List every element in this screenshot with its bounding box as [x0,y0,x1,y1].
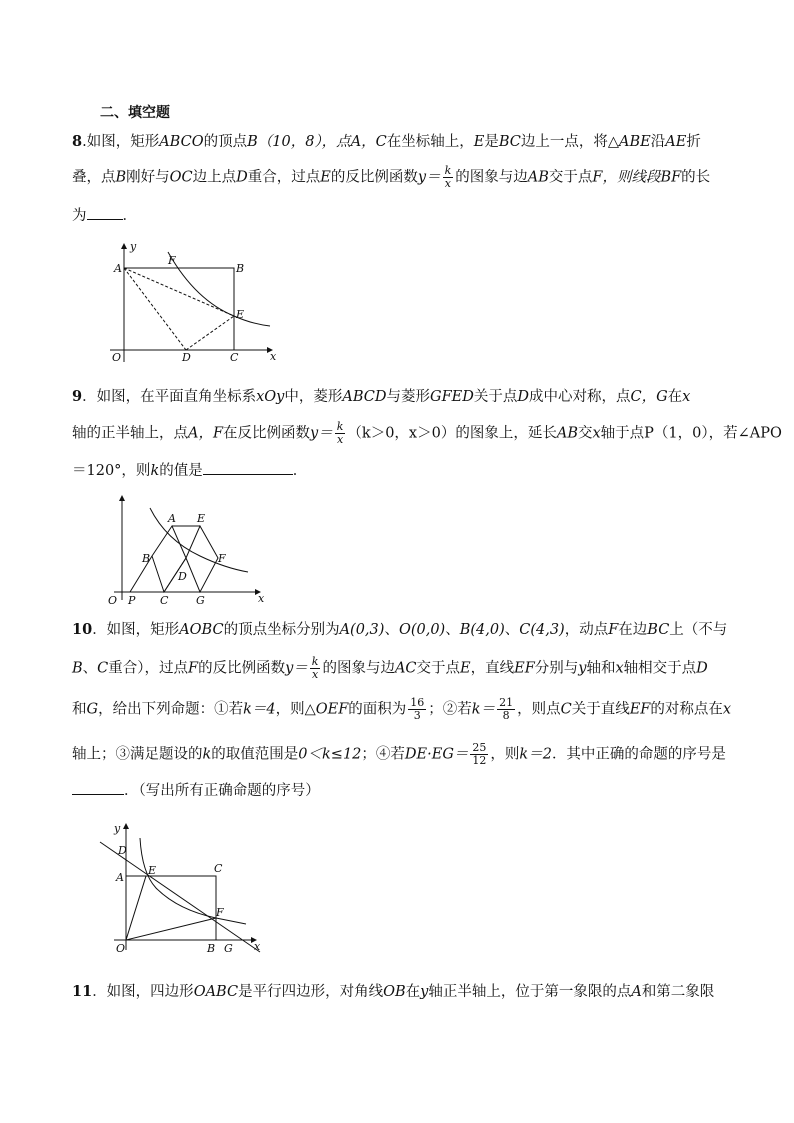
q8-text: 的反比例函数 [330,169,418,186]
q10-var: AOBC [179,622,224,638]
q9-line-2 [72,421,782,446]
q10-var: BC [647,622,670,638]
q10-var: x [722,701,732,718]
q8-figure [100,238,290,368]
q8-var: AB [527,169,549,186]
q8-text: 在坐标轴上， [386,134,474,150]
q10-text: 的顶点坐标分别为 [223,622,340,638]
q10-coord: C(4,3) [519,622,565,638]
q10-line-2 [72,656,708,681]
q10-text: ，则 [490,746,520,763]
q10-text: 分别与 [534,660,579,677]
q10-text: 轴和 [586,660,616,677]
q10-expr: △OEF [304,701,349,718]
q11-var: OABC [193,984,239,1000]
q8-point-b: B（10，8），点 [247,134,351,150]
q10-fraction [408,697,426,722]
frac-num: 16 [410,696,425,709]
q11-text: ．如图，四边形 [92,984,194,1000]
q10-text: 轴相交于点 [623,660,697,677]
q8-fraction [443,165,454,190]
frac-den: x [312,668,319,681]
q10-text: ；④若 [361,746,405,763]
q10-var: EF [514,660,535,677]
label-x: x [270,350,277,363]
q11-number: 11 [72,983,93,1000]
q11-text: 和第二象限 [641,984,715,1000]
q8-text: 边上点 [192,169,237,186]
q10-text: 在边 [618,622,648,638]
q9-text: 在反比例函数 [223,425,311,442]
section-title: 二、填空题 [100,105,170,121]
label-e: E [236,308,245,321]
segment-ad [124,268,186,350]
rectangle-aobc [126,876,216,940]
q9-var: D [517,389,529,405]
q10-expr: k＝4 [243,701,276,718]
q10-fraction [497,697,515,722]
q10-var: C [560,701,572,718]
q8-points-ac: A，C [350,134,387,150]
label-b: B [207,942,216,955]
label-d: D [118,844,127,857]
label-y: y [130,240,137,253]
q10-text: ，则 [275,701,305,718]
q9-text: 交 [577,425,593,442]
label-f: F [168,254,176,267]
q11-var: y [420,984,429,1000]
q10-text: ，则点 [517,701,561,718]
q10-var: x [615,660,624,677]
q11-text: 在 [405,984,421,1000]
q8-var: D [236,169,248,186]
label-y: y [114,822,121,835]
q10-text: 、 [384,622,399,638]
q8-var: BF [660,169,682,186]
frac-num: 21 [499,696,514,709]
q10-fraction [470,742,488,767]
segment-of [126,918,216,940]
q8-var: E [320,169,331,186]
q9-text: （k＞0，x＞0）的图象上，延长 [347,425,557,442]
q11-line-1 [72,982,714,1002]
q9-var: ABCD [342,389,387,405]
q10-expr: 0＜k≤12 [298,746,362,763]
q8-text: 是 [484,134,499,150]
label-o: O [112,351,122,364]
q10-text: 轴上；③满足题设的 [72,746,203,763]
label-c: C [214,862,223,875]
label-d: D [178,570,187,583]
q10-var: C [97,660,109,677]
rhombus-gfed [164,526,218,592]
frac-den: x [336,433,344,446]
q9-answer-blank[interactable] [203,460,293,475]
q10-coord: A(0,3) [339,622,385,638]
q11-text: 轴正半轴上，位于第一象限的点 [428,984,632,1000]
q10-text: ．其中正确的命题的序号是 [551,746,726,763]
q10-line-4 [72,742,726,767]
q10-text: 、 [82,660,98,677]
q10-text: ，给出下列命题：①若 [98,701,244,718]
q10-text: ．（写出所有正确命题的序号） [124,783,320,799]
q10-answer-blank[interactable] [72,780,124,795]
q8-var: E [473,134,485,150]
q10-fraction [310,656,321,681]
q9-var: x [592,425,601,442]
label-d: D [182,351,191,364]
q8-rect-name: ABCO [159,134,204,150]
q10-func: y＝ [285,660,308,677]
label-a: A [116,871,124,884]
label-e: E [197,512,206,525]
q8-text: 边上一点，将△ [520,134,620,150]
q10-var: D [696,660,708,677]
q10-var: F [608,622,619,638]
q8-var: F，则线段 [592,169,661,186]
frac-num: k [311,655,319,668]
q8-text: ． [122,208,137,224]
label-b: B [142,552,151,565]
q10-coord: O(0,0) [398,622,446,638]
q10-line-1 [72,620,727,640]
q8-text: 沿 [650,134,666,150]
label-c: C [230,351,239,364]
q10-text: 的图象与边 [322,660,395,677]
q8-text: 刚好与 [126,169,170,186]
q10-text: ；②若 [428,701,472,718]
q9-fraction [335,421,346,446]
q10-expr: k＝ [471,701,496,718]
q10-var: E [460,660,471,677]
q9-text: 关于点 [473,389,518,405]
frac-num: k [336,420,344,433]
q9-text: 与菱形 [386,389,430,405]
label-o: O [108,594,118,607]
q8-var: BC [498,134,521,150]
q9-var: k [150,463,160,479]
q10-var: F [188,660,199,677]
label-a: A [114,262,122,275]
q9-text: P（1，0），若∠APO [644,425,782,442]
label-o: O [116,942,126,955]
q8-var: AE [665,134,687,150]
q9-text: 在 [667,389,683,405]
q9-text: ． [292,463,308,479]
q8-answer-blank[interactable] [87,205,123,220]
frac-den: 12 [472,754,487,767]
frac-num: k [444,164,452,177]
segment-oe [126,876,146,940]
q10-text: 重合），过点 [108,660,189,677]
frac-den: 8 [502,709,510,722]
label-e: E [148,864,157,877]
label-f: F [218,552,226,565]
q8-text: 重合，过点 [247,169,321,186]
q8-var: ABE [619,134,651,150]
q10-coord: B(4,0) [459,622,505,638]
q10-text: 的取值范围是 [211,746,299,763]
q9-text: ＝120°，则 [72,463,151,479]
q8-text: 的长 [681,169,711,186]
q10-number: 10 [72,621,93,638]
label-f: F [216,906,224,919]
q10-var: B [72,660,83,677]
q10-text: ．如图，矩形 [92,622,180,638]
line-ef [100,842,260,952]
q10-text: 、 [445,622,460,638]
frac-den: 3 [413,709,421,722]
q9-text: 中，菱形 [284,389,343,405]
q9-figure [100,490,270,610]
q8-text: .如图，矩形 [82,134,160,150]
q10-text: 、 [504,622,520,638]
q11-var: A [631,984,642,1000]
q10-text: ，直线 [470,660,515,677]
q11-var: OB [383,984,406,1000]
q10-text: 上（不与 [669,622,728,638]
q9-line-3 [72,460,307,481]
segment-ae [124,268,234,316]
q10-text: ，动点 [564,622,609,638]
q8-line-2 [72,165,710,190]
q10-var: G [86,701,99,718]
q10-line-3 [72,697,731,722]
q9-text: 成中心对称，点 [528,389,631,405]
q11-text: 是平行四边形，对角线 [238,984,384,1000]
q10-var: k [202,746,212,763]
label-a: A [168,512,176,525]
label-c: C [160,594,169,607]
q9-text: 的值是 [159,463,203,479]
q8-text: 折 [686,134,701,150]
q9-var: AB [556,425,578,442]
q9-text: 轴于点 [600,425,645,442]
q10-text: 交于点 [416,660,461,677]
q10-text: 关于直线 [571,701,630,718]
q9-text: 轴的正半轴上，点 [72,425,188,442]
q10-expr: DE·EG＝ [404,746,469,763]
q9-var: x [682,389,691,405]
q9-var: xOy [256,389,285,405]
q8-line-1 [72,132,701,152]
q9-func: y＝ [310,425,333,442]
q8-number: 8 [72,133,83,150]
q8-text: 的图象与边 [455,169,528,186]
q9-var: GFED [429,389,474,405]
q8-text: 叠，点 [72,169,116,186]
label-g: G [224,942,233,955]
label-p: P [128,594,136,607]
q9-var: C，G [630,389,668,405]
q9-var: A，F [188,425,224,442]
q8-text: 的顶点 [203,134,248,150]
q8-func: y＝ [417,169,441,186]
label-b: B [236,262,245,275]
frac-den: x [444,177,452,190]
q10-figure [96,818,271,958]
segment-de [186,316,234,350]
hyperbola [168,252,270,326]
q8-line-3 [72,205,137,226]
label-g: G [196,594,205,607]
q8-text: 为 [72,208,87,224]
q10-text: 的对称点在 [650,701,723,718]
q10-expr: k＝2 [519,746,552,763]
q9-number: 9 [72,388,83,405]
q10-text: 的面积为 [348,701,407,718]
q8-text: 交于点 [548,169,593,186]
q8-var: B [115,169,127,186]
q8-var: OC [169,169,193,186]
q10-var: y [578,660,587,677]
q10-var: EF [629,701,651,718]
q9-line-1 [72,387,690,407]
q10-text: 的反比例函数 [198,660,286,677]
frac-num: 25 [472,741,487,754]
q10-line-5 [72,780,320,801]
label-x: x [254,940,261,953]
q9-text: ．如图，在平面直角坐标系 [82,389,257,405]
label-x: x [258,592,265,605]
q10-var: AC [394,660,417,677]
q10-text: 和 [72,701,87,718]
